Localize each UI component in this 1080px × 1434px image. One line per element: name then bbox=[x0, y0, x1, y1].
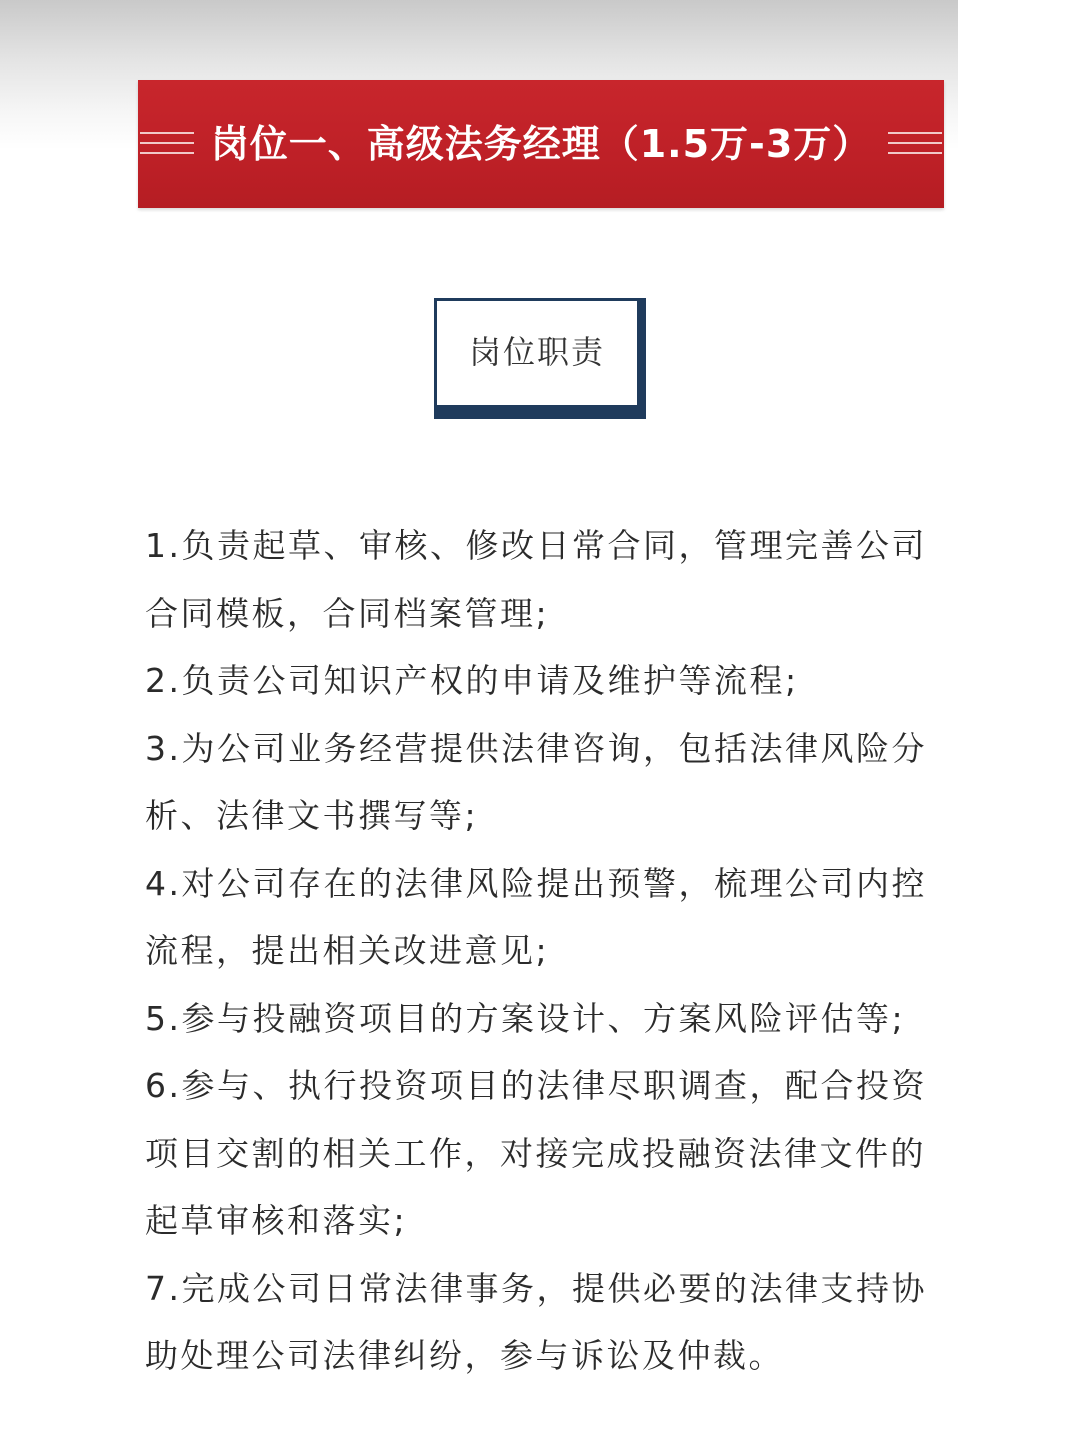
duty-line: 6.参与、执行投资项目的法律尽职调查，配合投资 bbox=[145, 1066, 927, 1105]
section-heading-box bbox=[434, 298, 646, 419]
duty-line: 起草审核和落实; bbox=[145, 1201, 408, 1240]
banner-left-decor-lines bbox=[140, 132, 194, 156]
duty-line: 1.负责起草、审核、修改日常合同，管理完善公司 bbox=[145, 526, 927, 565]
duty-line: 3.为公司业务经营提供法律咨询，包括法律风险分 bbox=[145, 728, 927, 768]
title-banner bbox=[138, 80, 944, 208]
section-heading-inner bbox=[437, 301, 637, 405]
duty-line: 7.完成公司日常法律事务，提供必要的法律支持协 bbox=[145, 1268, 927, 1308]
right-margin bbox=[958, 0, 1080, 1434]
section-heading: 岗位职责 bbox=[468, 333, 605, 371]
banner-right-decor-lines bbox=[888, 132, 942, 156]
duties-list bbox=[145, 512, 945, 1390]
duty-line: 2.负责公司知识产权的申请及维护等流程; bbox=[145, 661, 799, 700]
duty-line: 合同模板，合同档案管理; bbox=[145, 593, 550, 633]
duty-line: 项目交割的相关工作，对接完成投融资法律文件的 bbox=[145, 1133, 926, 1173]
job-title: 岗位一、高级法务经理（1.5万-3万） bbox=[210, 122, 872, 166]
duty-line: 流程，提出相关改进意见; bbox=[145, 931, 550, 970]
duty-line: 5.参与投融资项目的方案设计、方案风险评估等; bbox=[145, 998, 906, 1038]
duty-line: 助处理公司法律纠纷，参与诉讼及仲裁。 bbox=[145, 1336, 784, 1375]
duty-line: 析、法律文书撰写等; bbox=[145, 796, 479, 835]
duty-line: 4.对公司存在的法律风险提出预警，梳理公司内控 bbox=[145, 863, 927, 903]
